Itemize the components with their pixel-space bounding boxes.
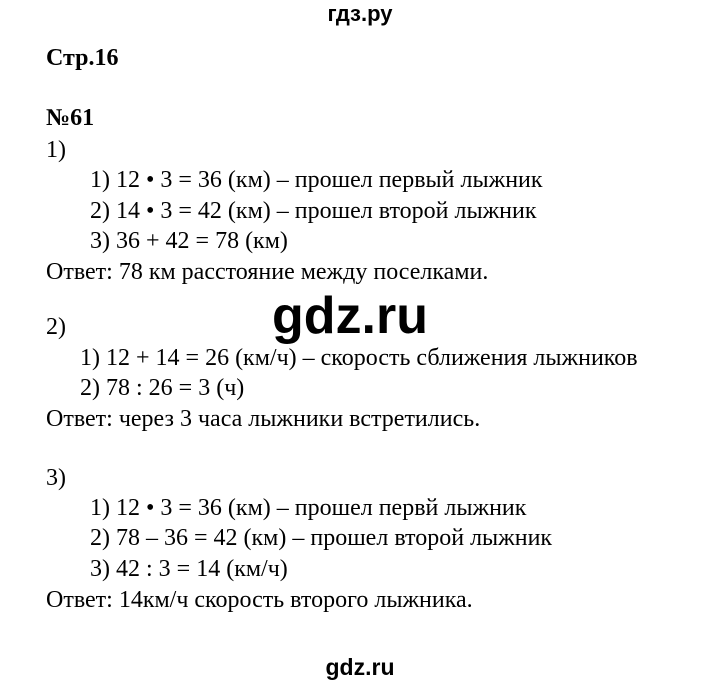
part-3-answer: Ответ: 14км/ч скорость второго лыжника. [46, 587, 473, 613]
part-1-step-2: 2) 14 • 3 = 42 (км) – прошел второй лыжник [90, 198, 537, 224]
part-2-step-1: 1) 12 + 14 = 26 (км/ч) – скорость сближения лыжников [80, 345, 638, 371]
part-3-step-2: 2) 78 – 36 = 42 (км) – прошел второй лыжник [90, 525, 553, 551]
part-3-step-1: 1) 12 • 3 = 36 (км) – прошел первй лыжник [90, 495, 527, 521]
part-2-label: 2) [46, 314, 66, 340]
page-reference: Стр.16 [46, 45, 119, 71]
part-1-step-3: 3) 36 + 42 = 78 (км) [90, 228, 288, 254]
part-1-step-1: 1) 12 • 3 = 36 (км) – прошел первый лыжник [90, 167, 543, 193]
middle-watermark: gdz.ru [272, 287, 428, 345]
task-number: №61 [46, 105, 95, 131]
part-2-step-2: 2) 78 : 26 = 3 (ч) [80, 375, 245, 401]
part-3-label: 3) [46, 465, 66, 491]
part-1-label: 1) [46, 137, 66, 163]
part-2-answer: Ответ: через 3 часа лыжники встретились. [46, 406, 481, 432]
part-3-step-3: 3) 42 : 3 = 14 (км/ч) [90, 556, 288, 582]
header-watermark: гдз.ру [327, 1, 393, 26]
part-1-answer: Ответ: 78 км расстояние между поселками. [46, 259, 489, 285]
footer-watermark: gdz.ru [325, 654, 395, 680]
